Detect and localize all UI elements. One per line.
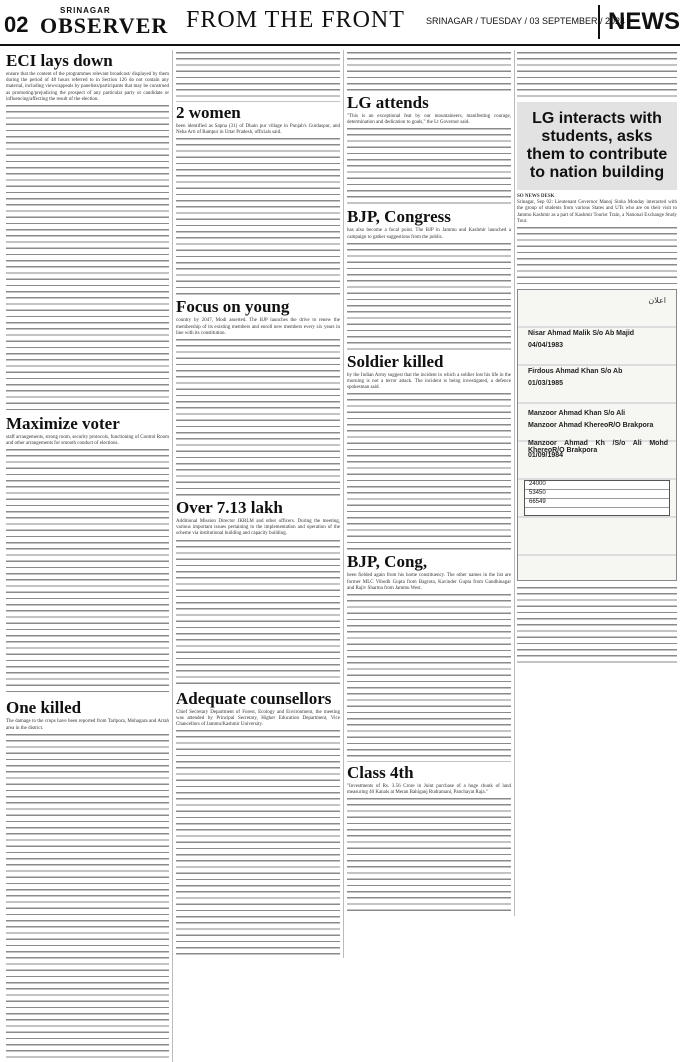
article-continued-body: [176, 50, 340, 102]
issue-date: SRINAGAR / TUESDAY / 03 SEPTEMBER / 2024: [426, 16, 626, 26]
article-women-lead: been identified as Sapna (31) of Dhain pur village in Punjab's Gurdaspur, and Neha Arti of Rampur in Uttar Pradesh, officials said.: [176, 124, 340, 136]
article-women-body: [176, 136, 340, 296]
article-bjp2-body: [347, 592, 511, 762]
article-maximize-lead: staff arrangements, strong room, security protocols, functioning of Control Room and other arrangements for smooth conduct of elections.: [6, 435, 169, 447]
article-soldier-lead: by the Indian Army suggest that the incident in which a soldier lost his life in the morning is not a terror attack. The incident is being investigated, a defence spokesman said.: [347, 372, 511, 391]
box-sidebar-label: SO NEWS DESK: [517, 194, 555, 199]
headline-adequate-counsellors: Adequate counsellors: [176, 688, 332, 708]
article-over-lead: Additional Mission Director JKRLM and other officers. During the meeting, various important issues pertaining to the implementation and operation of the scheme via institutional building and capacity building.: [176, 519, 340, 537]
article-lg-body: [347, 126, 511, 206]
column-4: [517, 50, 677, 665]
column-1: [6, 50, 169, 1062]
urdu-heading: اعلان: [648, 296, 666, 306]
article-maximize-body: [6, 447, 169, 697]
section-title: FROM THE FRONT: [186, 7, 405, 33]
headline-focus-on-young: Focus on young: [176, 297, 290, 317]
column-divider: [172, 50, 173, 1062]
article-class4-body: [347, 796, 511, 916]
headline-bjp-cong: BJP, Cong,: [347, 552, 428, 572]
article-eci-body: [6, 103, 169, 413]
classified-name: Nisar Ahmad Malik S/o Ab Majid: [528, 330, 635, 338]
page-number: 02: [4, 12, 29, 37]
box-headline: LG interacts with students, asks them to contribute to nation building: [526, 110, 668, 181]
headline-lg-attends: LG attends: [347, 93, 429, 112]
classified-name: Firdous Ahmad Khan S/o Ab: [528, 368, 623, 376]
classified-date: 01/03/1985: [528, 380, 564, 388]
article-soldier-body: [347, 391, 511, 551]
article-bjp1-lead: has also become a focal point. The BJP in Jammu and Kashmir launched a campaign to gather suggestions from the public.: [347, 228, 511, 240]
classified-table: [524, 480, 670, 516]
column-divider: [343, 50, 344, 958]
article-lg-lead: "This is an exceptional feat by our mountaineers, manifesting courage, determination and dedication to goals," the Lt Governor said.: [347, 114, 511, 126]
classifieds-image: [517, 289, 677, 581]
headline-over-7-13-lakh: Over 7.13 lakh: [176, 498, 283, 518]
box-body-text: Srinagar, Sep 02: Lieutenant Governor Manoj Sinha Monday interacted with the group of students from various States and UTs who are on their visit to Jammu Kashmir as a part of Kashmir Tourist Train, a National Exchange Study Tour.: [517, 200, 677, 224]
article-bjp1-body: [347, 241, 511, 351]
headline-bjp-congress: BJP, Congress: [347, 207, 451, 227]
article-one-lead: The damage to the crops have been reported from Tarlpora, Mohagara and Arrah area in the district.: [6, 719, 169, 731]
article-adequate-lead: Chief Secretary Department of Forest, Ecology and Environment, the meeting was attended by Principal Secretary, Higher Education Department, Vice Chancellors of Jammu/Kashmir University.: [176, 709, 340, 728]
classified-date: 01/09/1984: [528, 452, 564, 460]
headline-one-killed: One killed: [6, 698, 82, 718]
masthead: [0, 0, 680, 52]
article-focus-lead: country by 2047, Modi asserted. The BJP launches the drive to renew the membership of its existing members and enroll new members every six years in line with its constitution.: [176, 318, 340, 336]
brand-name: OBSERVER: [40, 13, 169, 38]
brand-small: SRINAGAR: [60, 6, 111, 15]
column-divider: [514, 50, 515, 916]
classified-name: Manzoor Ahmad Kh /S/o Ali Mohd KhereoR/O Brakpora: [528, 440, 668, 455]
article-over-body: [176, 538, 340, 688]
article-bjp2-lead: been fielded again from his home constituency. The other names in the list are former MLC Vibodh Gupta from Bagrota, Kavinder Gupta from Gandhinagar and Rajiv Sharma from Jammu West.: [347, 573, 511, 591]
urdu-classified-text: [517, 585, 677, 665]
article-focus-body: [176, 337, 340, 497]
header-rule: [0, 44, 680, 46]
article-eci-lead: ensure that the content of the programmes relevant broadcast/ displayed by them during the period of 48 hours referred to in Section 126 do not contain any material, including views/appeals by panelists/participants that may be construed as promoting/prejudicing the prospect of any particular party or candidate or influencing/affecting the result of the election.: [6, 72, 169, 102]
article-continued-body: [347, 50, 511, 92]
article-continued-body: [517, 50, 677, 100]
headline-eci: ECI lays down: [6, 51, 113, 70]
box-body-more: [517, 225, 677, 285]
article-one-body: [6, 732, 169, 1062]
news-label: NEWS: [598, 5, 680, 39]
headline-soldier-killed: Soldier killed: [347, 351, 444, 371]
headline-2-women: 2 women: [176, 103, 241, 122]
brand-logo: [40, 6, 168, 37]
headline-class-4th: Class 4th: [347, 763, 414, 783]
classified-date: 04/04/1983: [528, 342, 564, 350]
table-row: 66549: [525, 499, 669, 508]
headline-maximize: Maximize voter: [6, 414, 120, 434]
column-3: [347, 50, 511, 916]
article-adequate-body: [176, 728, 340, 958]
table-row: 53450: [525, 490, 669, 499]
column-2: [176, 50, 340, 958]
lg-interacts-box: [517, 102, 677, 190]
classified-name: Manzoor Ahmad Khan S/o Ali: [528, 410, 626, 418]
article-class4-lead: "Investments of Rs. 3.56 Crore in Joint purchase of a huge chunk of land measuring 40 Kanals at Meran Bahiganj Rudramani, Panchayat Raja.": [347, 784, 511, 796]
classified-name: Manzoor Ahmad KhereoR/O Brakpora: [528, 422, 654, 430]
table-row: 24000: [525, 481, 669, 490]
